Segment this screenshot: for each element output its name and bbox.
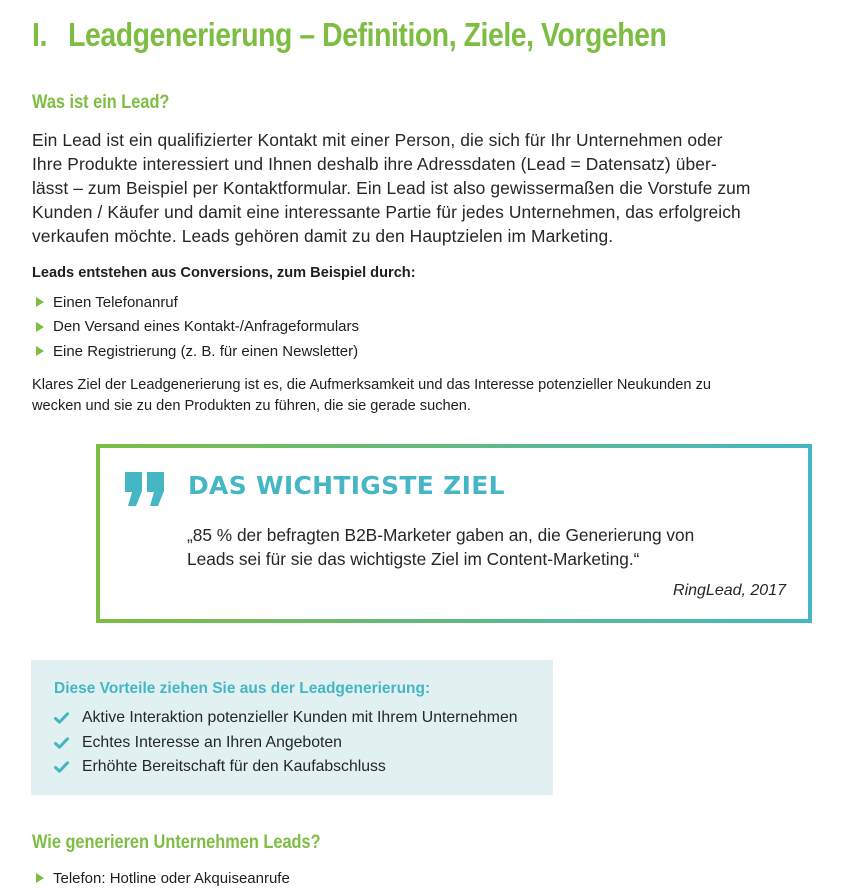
list-item-label: Telefon: Hotline oder Akquiseanrufe [53, 869, 290, 887]
chapter-title [32, 16, 666, 54]
quote-heading: DAS WICHTIGSTE ZIEL [188, 471, 505, 500]
intro-line: Ein Lead ist ein qualifizierter Kontakt mit einer Person, die sich für Ihr Unternehmen oder [32, 130, 723, 150]
section-heading-generate: Wie generieren Unternehmen Leads? [32, 832, 321, 853]
intro-line: Ihre Produkte interessiert und Ihnen deshalb ihre Adressdaten (Lead = Datensatz) über- [32, 154, 717, 174]
benefits-list [54, 706, 518, 780]
chapter-number: I. [32, 16, 47, 53]
bullet-triangle-icon [36, 322, 44, 332]
list-item-label: Eine Registrierung (z. B. für einen Newsletter) [53, 342, 359, 360]
intro-line: verkaufen möchte. Leads gehören damit zu den Hauptzielen im Marketing. [32, 226, 614, 246]
lead-channels-list [36, 866, 290, 891]
benefits-title: Diese Vorteile ziehen Sie aus der Leadgenerierung: [54, 680, 431, 697]
list-item [54, 706, 518, 731]
checkmark-icon [54, 712, 69, 724]
goal-line: wecken und sie zu den Produkten zu führen, die sie gerade suchen. [32, 398, 471, 414]
quote-text [187, 523, 694, 571]
quote-line: Leads sei für sie das wichtigste Ziel im Content-Marketing.“ [187, 549, 640, 569]
intro-line: lässt – zum Beispiel per Kontaktformular. Ein Lead ist also gewissermaßen die Vorstufe zum [32, 178, 751, 198]
quote-box [96, 444, 812, 623]
conversions-heading: Leads entstehen aus Conversions, zum Beispiel durch: [32, 265, 416, 281]
list-item [36, 866, 290, 891]
checkmark-icon [54, 761, 69, 773]
intro-line: Kunden / Käufer und damit eine interessante Partie für jedes Unternehmen, das erfolgreich [32, 202, 741, 222]
bullet-triangle-icon [36, 873, 44, 883]
list-item-label: Aktive Interaktion potenzieller Kunden mit Ihrem Unternehmen [82, 709, 518, 727]
list-item [36, 315, 359, 340]
list-item-label: Echtes Interesse an Ihren Angeboten [82, 733, 342, 751]
section-heading-lead: Was ist ein Lead? [32, 92, 170, 113]
list-item-label: Erhöhte Bereitschaft für den Kaufabschluss [82, 758, 386, 776]
goal-paragraph [32, 375, 711, 417]
list-item [54, 755, 518, 780]
checkmark-icon [54, 737, 69, 749]
list-item [36, 290, 359, 315]
quotation-marks-icon [123, 470, 167, 508]
benefits-box [31, 660, 553, 795]
list-item [54, 731, 518, 756]
chapter-title-text: Leadgenerierung – Definition, Ziele, Vorgehen [68, 16, 667, 53]
intro-paragraph [32, 128, 822, 248]
quote-line: „85 % der befragten B2B-Marketer gaben an, die Generierung von [187, 525, 695, 545]
list-item [36, 339, 359, 364]
list-item-label: Einen Telefonanruf [53, 293, 178, 311]
bullet-triangle-icon [36, 346, 44, 356]
goal-line: Klares Ziel der Leadgenerierung ist es, die Aufmerksamkeit und das Interesse potenzieller Neukunden zu [32, 377, 711, 393]
list-item-label: Den Versand eines Kontakt-/Anfrageformulars [53, 318, 359, 336]
quote-content [100, 448, 808, 619]
bullet-triangle-icon [36, 297, 44, 307]
quote-source: RingLead, 2017 [673, 582, 786, 599]
conversions-list [36, 290, 359, 364]
